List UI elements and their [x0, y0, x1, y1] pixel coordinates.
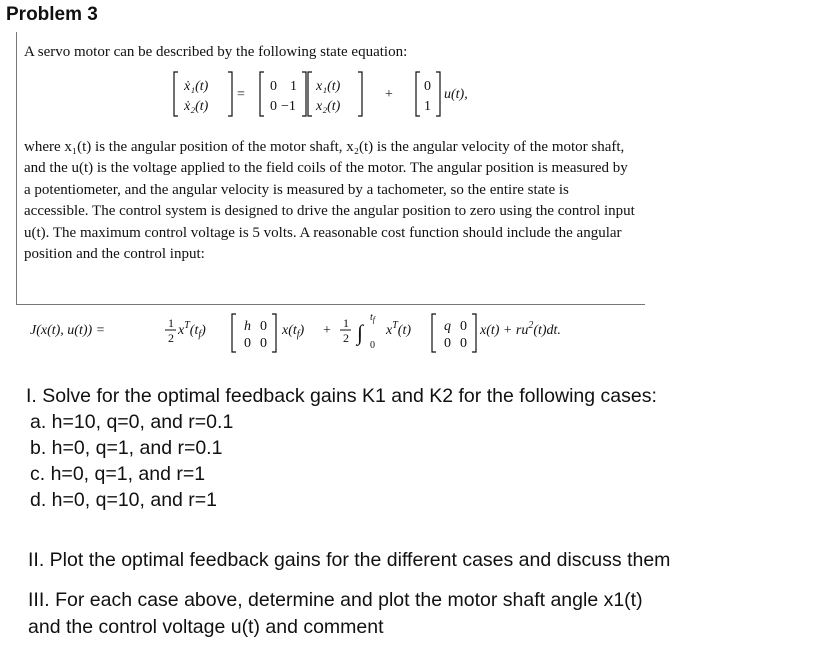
q-matrix-11: q: [444, 319, 451, 334]
q-matrix-12: 0: [460, 319, 467, 334]
case-a: a. h=10, q=0, and r=0.1: [30, 411, 234, 433]
q-matrix-22: 0: [460, 336, 467, 351]
problem-heading: Problem 3: [6, 4, 98, 25]
case-b: b. h=0, q=1, and r=0.1: [30, 437, 223, 459]
running-xT: $x^T(t)$: [386, 320, 411, 338]
a-matrix-21: 0: [270, 99, 277, 114]
problem-description: where x₁(t) is the angular position of the motor shaft, x₂(t) is the angular velocity of the motor shaft, and the u(t) is the voltage applied to the field coils of the motor. The angular position is measured by a potentiometer, and the angular velocity is measured by a tachometer, so the entire state is accessible. The control system is designed to drive the angular position to zero using the control input u(t). The maximum control voltage is 5 volts. A reasonable cost function should include the angular position and the control input:: [24, 139, 635, 263]
control-input: u(t),: [444, 87, 468, 102]
b-vector-2: 1: [424, 99, 431, 114]
lhs-x1dot: ẋ₁(t): [184, 79, 209, 94]
case-c: c. h=0, q=1, and r=1: [30, 463, 206, 485]
integral-lower-limit: 0: [370, 340, 375, 351]
question-3-line-1: III. For each case above, determine and plot the motor shaft angle x1(t): [28, 589, 643, 611]
h-matrix-12: 0: [260, 319, 267, 334]
h-matrix-21: 0: [244, 336, 251, 351]
question-1: I. Solve for the optimal feedback gains K1 and K2 for the following cases:: [26, 385, 657, 407]
question-2: II. Plot the optimal feedback gains for the different cases and discuss them: [28, 549, 671, 571]
b-vector-1: 0: [424, 79, 431, 94]
a-matrix-22: −1: [281, 99, 296, 114]
cost-plus: +: [323, 323, 331, 338]
q-matrix-21: 0: [444, 336, 451, 351]
plus-sign: +: [385, 87, 393, 102]
a-matrix-12: 1: [290, 79, 297, 94]
half2-numerator: 1: [343, 316, 349, 330]
question-3-line-2: and the control voltage u(t) and comment: [28, 616, 384, 638]
cost-lhs: J(x(t), u(t)) =: [30, 323, 106, 338]
x-vector-2: x₂(t): [316, 99, 341, 114]
integral-upper-limit: $t_f$: [370, 312, 376, 324]
terminal-xT: $x^T(t_f)$: [178, 320, 206, 340]
half-denominator: 2: [168, 331, 174, 345]
x-vector-1: x₁(t): [316, 79, 341, 94]
equals-sign: =: [237, 87, 245, 102]
h-matrix-22: 0: [260, 336, 267, 351]
terminal-state: $x(t_f)$: [282, 323, 305, 340]
h-matrix-11: h: [244, 319, 251, 334]
lhs-x2dot: ẋ₂(t): [184, 99, 209, 114]
half-numerator: 1: [168, 316, 174, 330]
case-d: d. h=0, q=10, and r=1: [30, 489, 218, 511]
integral-sign: ∫: [357, 320, 364, 345]
running-state-and-control: $x(t) + ru^2(t)dt$.: [480, 320, 561, 338]
half2-denominator: 2: [343, 331, 349, 345]
a-matrix-11: 0: [270, 79, 277, 94]
intro-text: A servo motor can be described by the following state equation:: [24, 44, 408, 60]
